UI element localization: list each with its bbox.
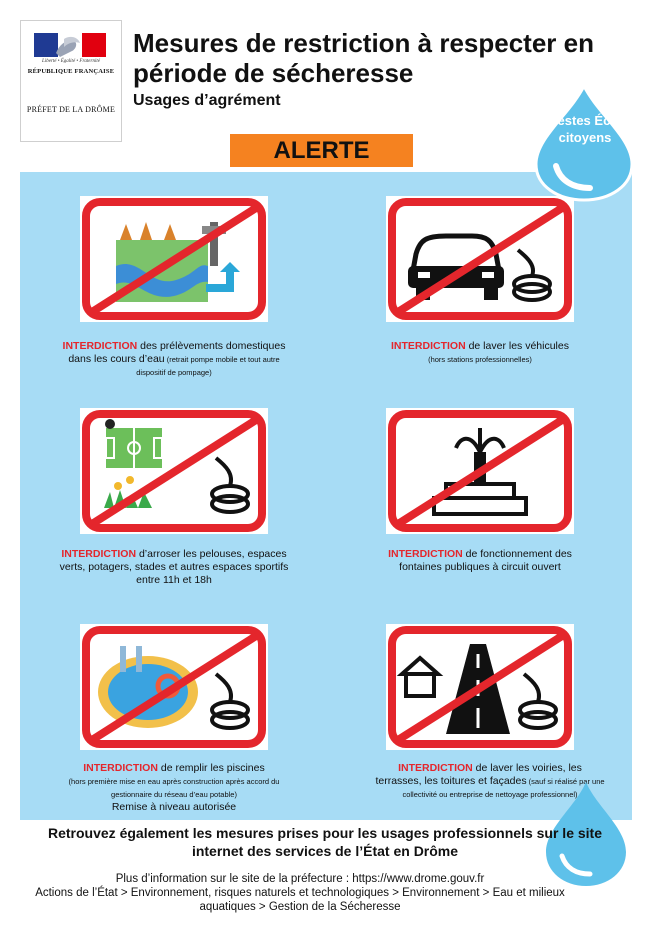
page-title: Mesures de restriction à respecter en période de sécheresse — [133, 28, 594, 88]
footer-info-line2: Actions de l’État > Environnement, risques naturels et technologiques > Environnement > Eau et milieux aquatiques > Gestion de la Sécheresse — [35, 887, 565, 913]
page-subtitle: Usages d’agrément — [133, 92, 281, 109]
prefect-label: PRÉFET DE LA DRÔME — [26, 105, 116, 114]
rule-card-river — [80, 196, 268, 322]
rule-card-road — [386, 624, 574, 750]
pool-hose-icon — [80, 624, 268, 750]
republic-motto: Liberté • Égalité • Fraternité — [42, 59, 100, 64]
rule-caption-river: INTERDICTION des prélèvements domestiques dans les cours d’eau (retrait pompe mobile et tout autre dispositif de pompage) — [62, 340, 286, 377]
rule-caption-lawn: INTERDICTION d’arroser les pelouses, espaces verts, potagers, stades et autres espaces sportifs entre 11h et 18h — [59, 548, 289, 586]
rule-caption-road: INTERDICTION de laver les voiries, les terrasses, les toitures et façades (sauf si réalisé par une collectivité ou entreprise de nettoyage professionnel) — [375, 762, 605, 799]
rule-caption-pool: INTERDICTION de remplir les piscines (hors première mise en eau après construction après accord du gestionnaire du réseau d’eau potable) Remise à niveau autorisée — [68, 762, 280, 813]
rule-caption-fountain: INTERDICTION de fonctionnement des fontaines publiques à circuit ouvert — [388, 548, 572, 573]
restrictions-panel — [20, 172, 632, 820]
river-pump-icon — [80, 196, 268, 322]
fountain-icon — [386, 408, 574, 534]
alert-level-badge: ALERTE — [230, 134, 413, 167]
rule-caption-car: INTERDICTION de laver les véhicules (hors stations professionnelles) — [391, 340, 569, 364]
car-hose-icon — [386, 196, 574, 322]
footer-message: Retrouvez également les mesures prises pour les usages professionnels sur le site internet des services de l’État en Drôme — [48, 825, 602, 859]
rule-card-fountain — [386, 408, 574, 534]
rule-card-car — [386, 196, 574, 322]
footer-info-line1: Plus d’information sur le site de la préfecture : https://www.drome.gouv.fr — [115, 873, 485, 885]
republic-label: RÉPUBLIQUE FRANÇAISE — [27, 68, 115, 75]
footer-info — [20, 872, 580, 914]
road-house-hose-icon — [386, 624, 574, 750]
stadium-hose-icon — [80, 408, 268, 534]
rule-card-lawn — [80, 408, 268, 534]
rule-card-pool — [80, 624, 268, 750]
marianne-icon — [34, 33, 106, 57]
eco-gestures-label: Gestes Éco-citoyens — [547, 113, 623, 145]
prefecture-logo — [20, 20, 122, 142]
